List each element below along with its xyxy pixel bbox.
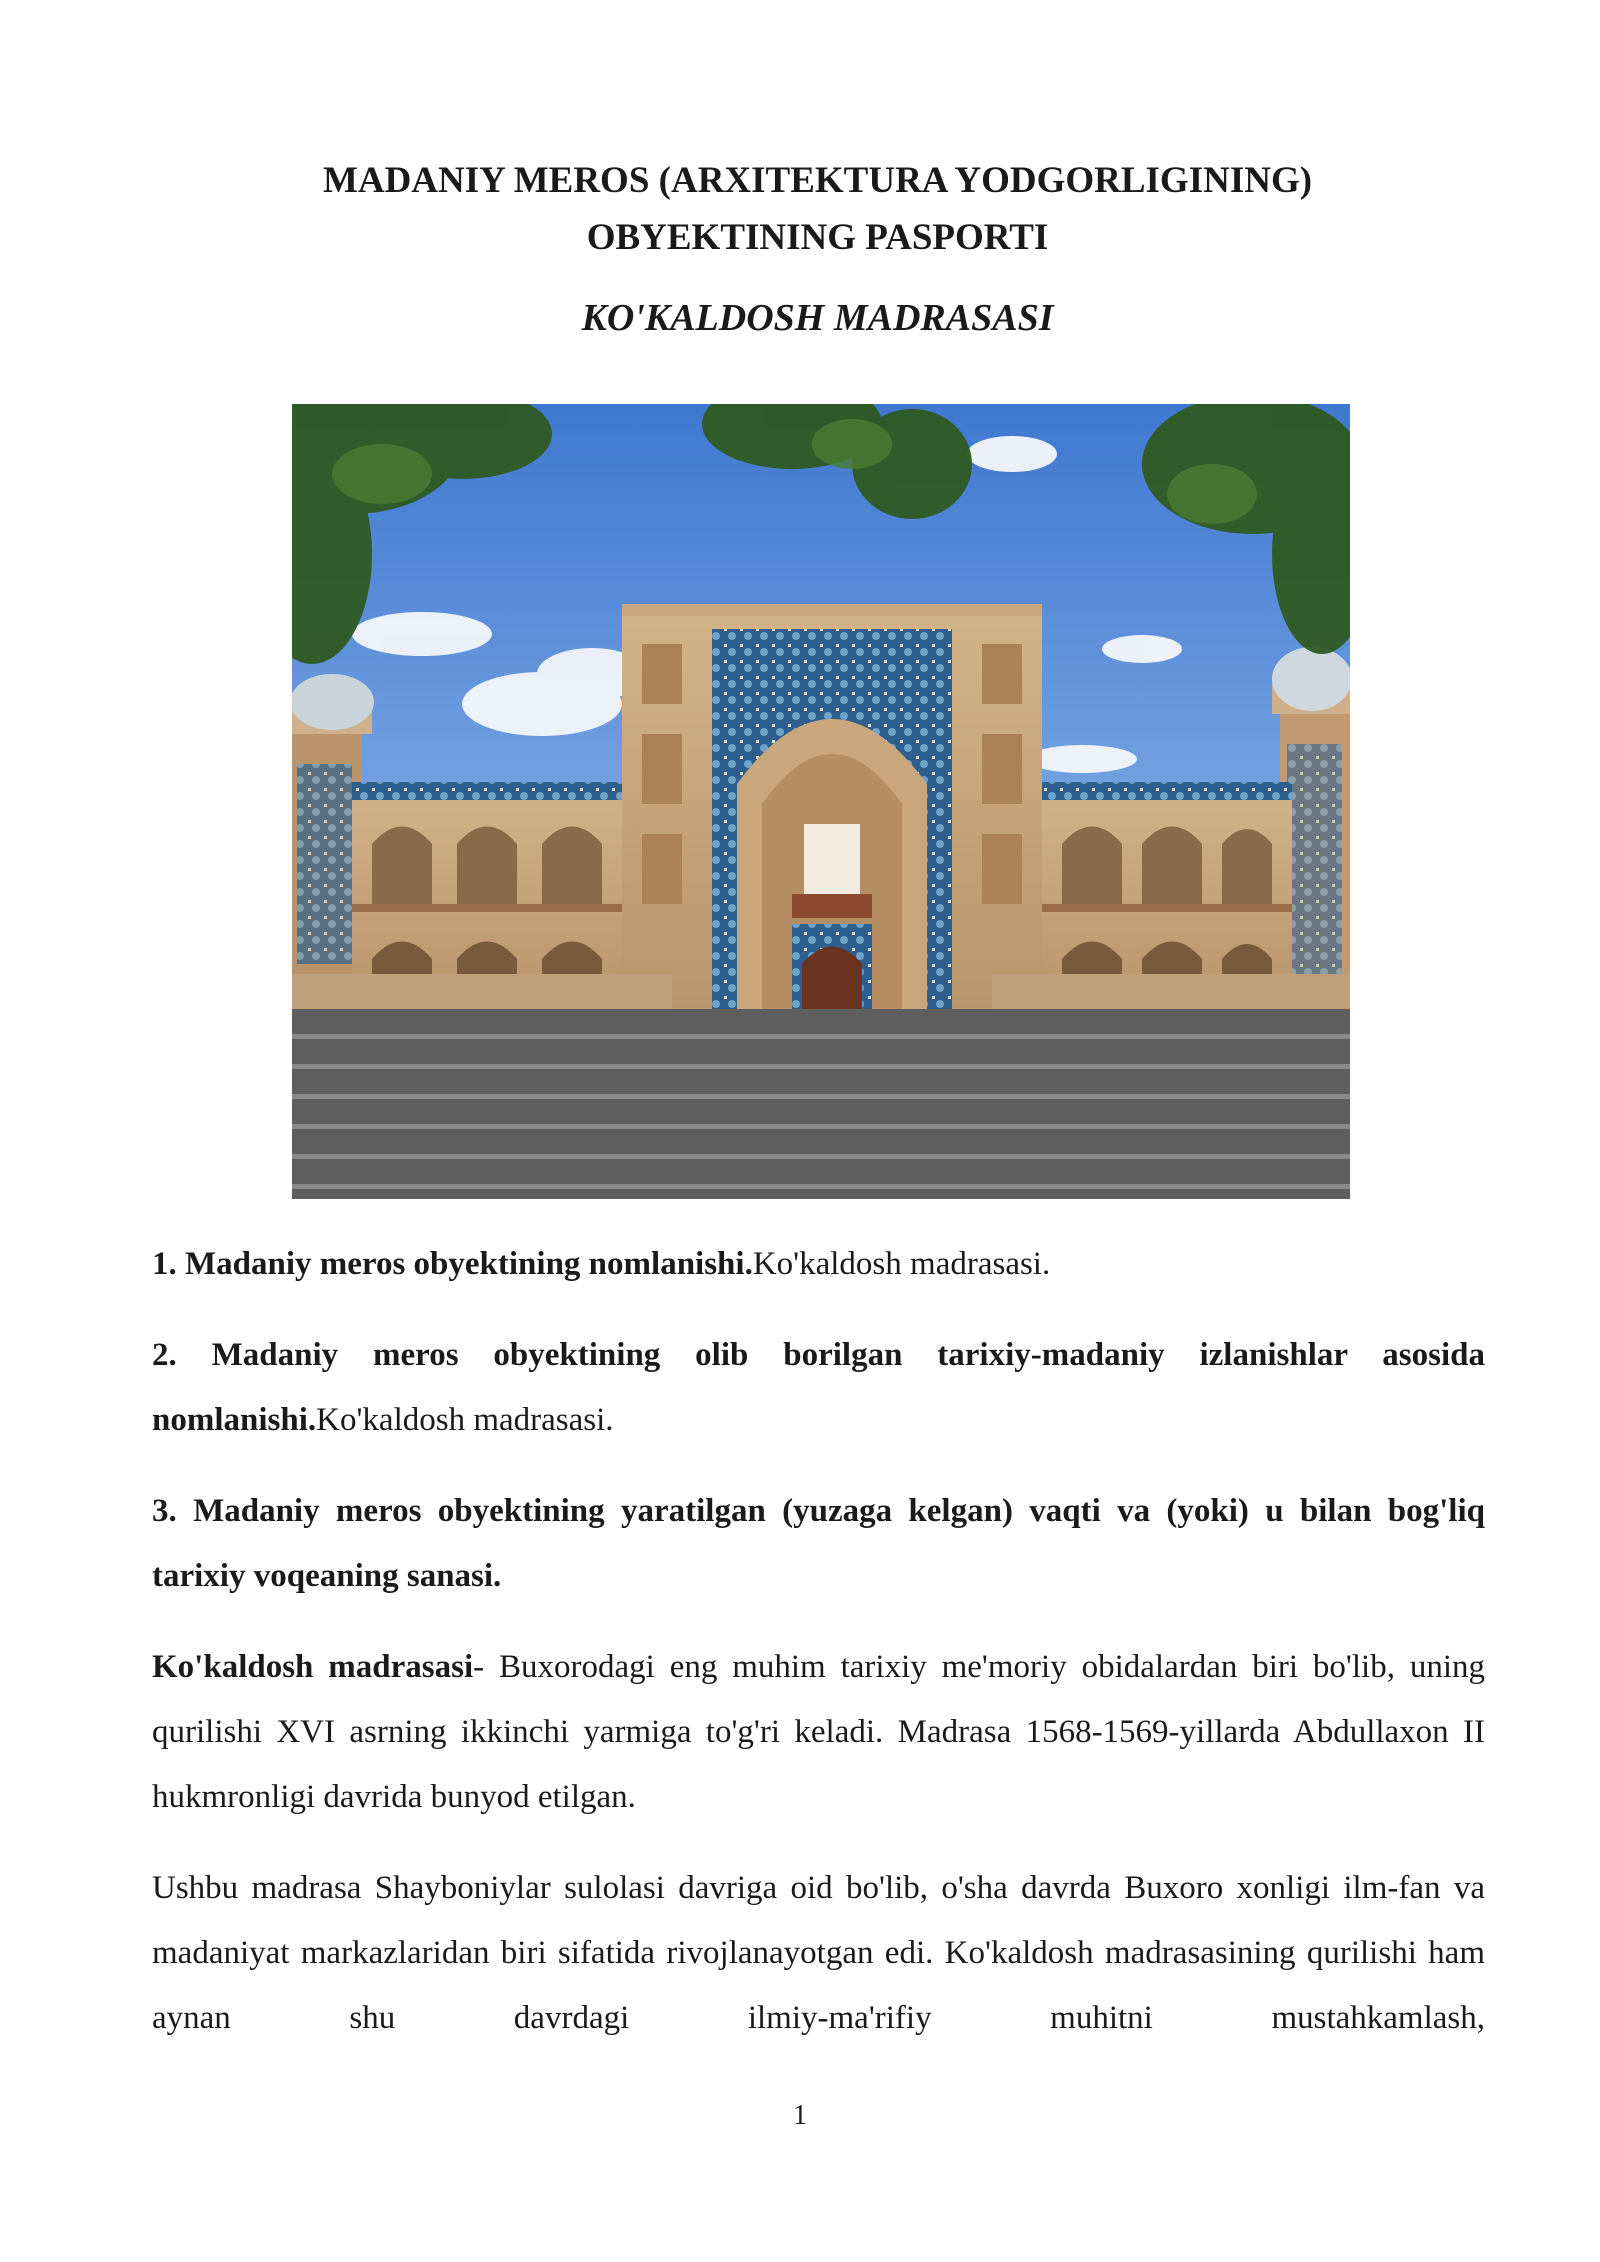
paragraph-1 — [152, 1635, 1485, 1830]
page-number: 1 — [793, 2100, 807, 2131]
right-wing — [1042, 782, 1292, 1004]
section-3 — [152, 1479, 1485, 1609]
paragraph-1-lead: Ko'kaldosh madrasasi — [152, 1649, 474, 1685]
document-subtitle: KO'KALDOSH MADRASASI — [581, 297, 1054, 339]
section-3-heading: 3. Madaniy meros obyektining yaratilgan (yuzaga kelgan) vaqti va (yoki) u bilan bog'liq tarixiy voqeaning sanasi. — [152, 1493, 1485, 1594]
left-wing — [352, 782, 642, 1004]
central-portal — [622, 604, 1042, 1014]
section-1-heading: 1. Madaniy meros obyektining nomlanishi. — [152, 1246, 753, 1282]
stone-steps — [292, 1009, 1350, 1199]
madrasa-illustration — [292, 404, 1350, 1199]
title-line-1: MADANIY MEROS (ARXITEKTURA YODGORLIGINING) — [322, 160, 1313, 201]
document-title — [150, 152, 1485, 266]
paragraph-1-text: - Buxorodagi eng muhim tarixiy me'moriy obidalardan biri bo'lib, uning qurilishi XVI asrning ikkinchi yarmiga to'g'ri keladi. Madrasa 1568-1569-yillarda Abdullaxon II hukmronligi davrida bunyod etilgan. — [152, 1649, 1486, 1815]
section-2 — [152, 1323, 1485, 1453]
title-line-2: OBYEKTINING PASPORTI — [586, 217, 1049, 258]
document-body — [152, 1232, 1485, 2077]
section-1 — [152, 1232, 1485, 1297]
section-2-heading: 2. Madaniy meros obyektining olib borilgan tarixiy-madaniy izlanishlar asosida nomlanishi. — [152, 1337, 1485, 1438]
section-2-text: Ko'kaldosh madrasasi. — [316, 1402, 614, 1438]
paragraph-2: Ushbu madrasa Shayboniylar sulolasi davriga oid bo'lib, o'sha davrda Buxoro xonligi ilm-fan va madaniyat markazlaridan biri sifatida rivojlanayotgan edi. Ko'kaldosh madrasasining qurilishi ham aynan shu davrdagi ilmiy-ma'rifiy muhitni mustahkamlash, — [152, 1870, 1485, 2036]
section-1-text: Ko'kaldosh madrasasi. — [752, 1246, 1051, 1282]
madrasa-photo — [292, 404, 1350, 1199]
